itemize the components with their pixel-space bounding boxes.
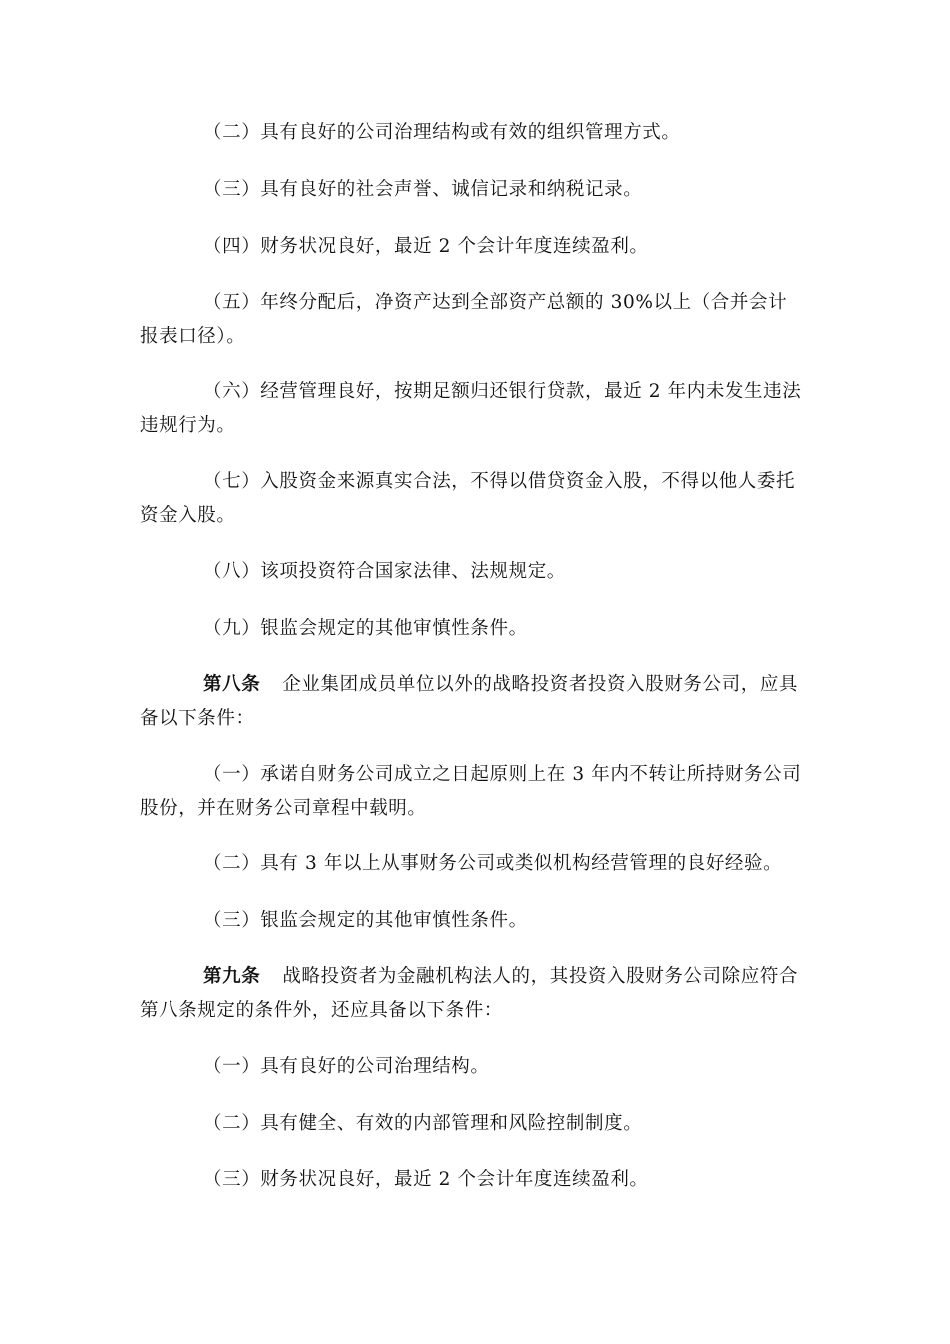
- paragraph-clause-3: （三）具有良好的社会声誉、诚信记录和纳税记录。: [203, 179, 643, 200]
- article-8-heading: 第八条: [203, 674, 261, 695]
- article-8-text: 企业集团成员单位以外的战略投资者投资入股财务公司，应具备以下条件：: [140, 674, 799, 729]
- article-9-clause-2: （二）具有健全、有效的内部管理和风险控制制度。: [203, 1113, 643, 1134]
- article-9-heading: 第九条: [203, 966, 261, 987]
- article-8-clause-2: （二）具有 3 年以上从事财务公司或类似机构经营管理的良好经验。: [203, 853, 783, 874]
- article-9-clause-1: （一）具有良好的公司治理结构。: [203, 1056, 490, 1077]
- paragraph-clause-8: （八）该项投资符合国家法律、法规规定。: [203, 561, 566, 582]
- paragraph-clause-9: （九）银监会规定的其他审慎性条件。: [203, 618, 528, 639]
- article-8-paragraph: [140, 668, 805, 736]
- paragraph-clause-5: （五）年终分配后，净资产达到全部资产总额的 30%以上（合并会计报表口径）。: [140, 292, 788, 347]
- article-9-paragraph: [140, 960, 805, 1028]
- paragraph-clause-7: （七）入股资金来源真实合法，不得以借贷资金入股，不得以他人委托资金入股。: [140, 471, 796, 526]
- paragraph-clause-6: （六）经营管理良好，按期足额归还银行贷款，最近 2 年内未发生违法违规行为。: [140, 381, 802, 436]
- paragraph-clause-2: （二）具有良好的公司治理结构或有效的组织管理方式。: [203, 122, 681, 143]
- article-9-text: 战略投资者为金融机构法人的，其投资入股财务公司除应符合第八条规定的条件外，还应具备以下条件：: [140, 966, 799, 1021]
- paragraph-clause-4: （四）财务状况良好，最近 2 个会计年度连续盈利。: [203, 236, 649, 257]
- article-9-clause-3: （三）财务状况良好，最近 2 个会计年度连续盈利。: [203, 1169, 649, 1190]
- article-8-clause-1: （一）承诺自财务公司成立之日起原则上在 3 年内不转让所持财务公司股份，并在财务公司章程中载明。: [140, 764, 802, 819]
- article-8-clause-3: （三）银监会规定的其他审慎性条件。: [203, 910, 528, 931]
